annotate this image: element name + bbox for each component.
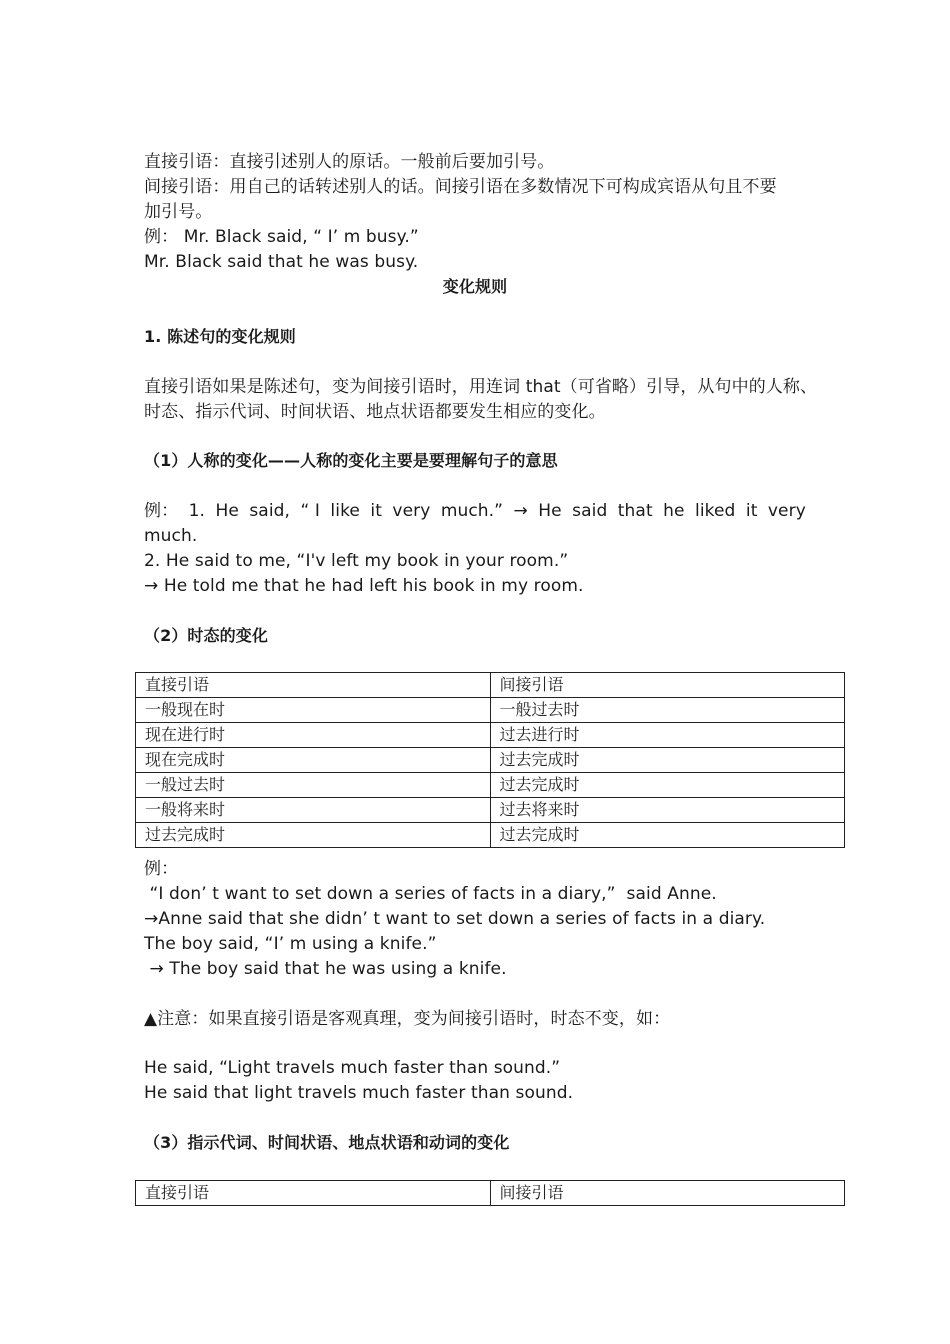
table-cell: 一般过去时 — [490, 698, 845, 723]
word: He — [215, 501, 239, 521]
intro-example-direct: 例： Mr. Black said, “ I’ m busy.” — [144, 227, 419, 247]
table-row — [136, 823, 845, 848]
person-example-1-cont: much. — [144, 526, 198, 546]
table-cell: 一般过去时 — [136, 773, 491, 798]
table-row — [136, 698, 845, 723]
word: that — [617, 501, 653, 521]
table-cell: 现在完成时 — [136, 748, 491, 773]
table-row — [136, 723, 845, 748]
table-header-cell: 直接引语 — [136, 1181, 491, 1206]
table-row — [136, 773, 845, 798]
table-cell: 过去完成时 — [490, 773, 845, 798]
intro-example-indirect: Mr. Black said that he was busy. — [144, 252, 419, 272]
person-example-1 — [144, 499, 806, 523]
tense-example-1-result: →Anne said that she didn’ t want to set down a series of facts in a diary. — [144, 909, 766, 929]
word: 例： — [144, 501, 179, 521]
arrow-icon: → — [513, 501, 528, 521]
word: very — [392, 501, 431, 521]
tense-example-2: The boy said, “I’ m using a knife.” — [144, 934, 437, 954]
word: said — [572, 501, 608, 521]
word: like — [330, 501, 360, 521]
person-example-2: 2. He said to me, “I'v left my book in your room.” — [144, 551, 569, 571]
table-cell: 过去完成时 — [490, 748, 845, 773]
table-cell: 一般现在时 — [136, 698, 491, 723]
indirect-speech-definition-cont: 加引号。 — [144, 202, 213, 222]
tense-example-2-result: → The boy said that he was using a knife. — [144, 959, 507, 979]
word: He — [538, 501, 562, 521]
note-example: He said, “Light travels much faster than sound.” — [144, 1058, 561, 1078]
word: he — [663, 501, 685, 521]
direct-speech-definition: 直接引语：直接引述别人的原话。一般前后要加引号。 — [144, 152, 555, 172]
word: said, — [249, 501, 291, 521]
note-text: ▲注意：如果直接引语是客观真理，变为间接引语时，时态不变，如： — [144, 1009, 671, 1029]
table-cell: 过去完成时 — [136, 823, 491, 848]
word: much.” — [440, 501, 504, 521]
section-1-title: 1. 陈述句的变化规则 — [144, 327, 296, 346]
person-example-2-result: → He told me that he had left his book in my room. — [144, 576, 584, 596]
word: 1. — [188, 501, 206, 521]
table-cell: 过去进行时 — [490, 723, 845, 748]
word: it — [370, 501, 382, 521]
table-cell: 现在进行时 — [136, 723, 491, 748]
tense-table — [135, 672, 845, 848]
tense-example-1: “I don’ t want to set down a series of facts in a diary,” said Anne. — [144, 884, 717, 904]
word: “ I — [300, 501, 320, 521]
table-cell: 一般将来时 — [136, 798, 491, 823]
indirect-speech-definition: 间接引语：用自己的话转述别人的话。间接引语在多数情况下可构成宾语从句且不要 — [144, 177, 777, 197]
table-header-cell: 直接引语 — [136, 673, 491, 698]
table-header-row — [136, 1181, 845, 1206]
person-change-title: （1）人称的变化——人称的变化主要是要理解句子的意思 — [144, 451, 558, 470]
table-header-row — [136, 673, 845, 698]
table-row — [136, 798, 845, 823]
table-cell: 过去完成时 — [490, 823, 845, 848]
table-header-cell: 间接引语 — [490, 1181, 845, 1206]
table-header-cell: 间接引语 — [490, 673, 845, 698]
demonstrative-change-title: （3）指示代词、时间状语、地点状语和动词的变化 — [144, 1133, 510, 1152]
tense-example-label: 例： — [144, 859, 179, 879]
word: very — [767, 501, 806, 521]
word: liked — [695, 501, 736, 521]
note-example-result: He said that light travels much faster than sound. — [144, 1083, 574, 1103]
word: it — [745, 501, 758, 521]
demonstrative-table — [135, 1180, 845, 1206]
rules-title: 变化规则 — [442, 277, 508, 296]
table-row — [136, 748, 845, 773]
section-1-paragraph-cont: 时态、指示代词、时间状语、地点状语都要发生相应的变化。 — [144, 402, 606, 422]
table-cell: 过去将来时 — [490, 798, 845, 823]
tense-change-title: （2）时态的变化 — [144, 626, 268, 645]
section-1-paragraph: 直接引语如果是陈述句，变为间接引语时，用连词 that（可省略）引导，从句中的人称、 — [144, 377, 818, 397]
